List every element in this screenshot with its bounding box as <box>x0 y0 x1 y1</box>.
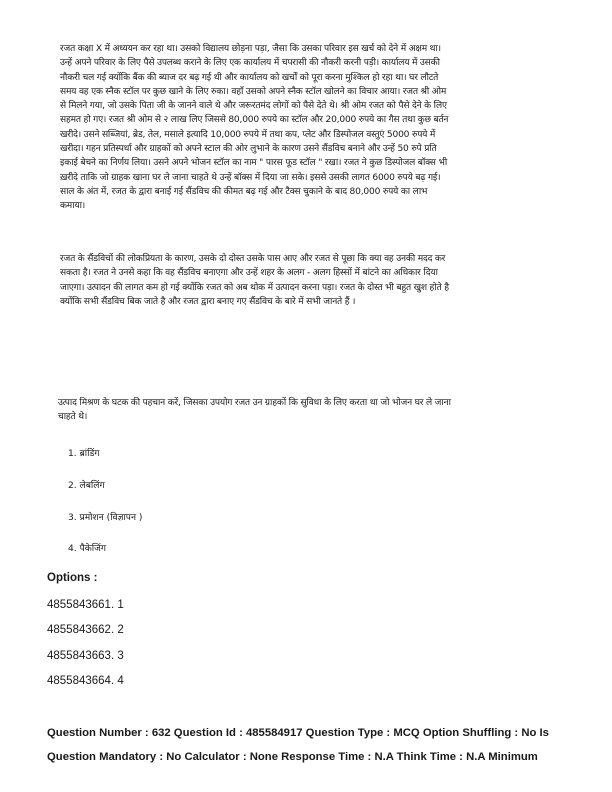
options-heading: Options : <box>47 572 98 584</box>
option-2: 4855843662. 2 <box>47 624 124 636</box>
choice-2: 2. लेबलिंग <box>68 481 105 491</box>
option-1: 4855843661. 1 <box>47 599 124 611</box>
question-text: उत्पाद मिश्रण के घटक की पहचान करें, जिसका उपयोग रजत उन ग्राहकों कि सुविधा के लिए करता था जो भोजन घर ले जाना चाहते थे। <box>58 398 451 423</box>
choice-3: 3. प्रमोशन (विज्ञापन ) <box>68 513 143 523</box>
question-meta-line-2: Question Mandatory : No Calculator : None Response Time : N.A Think Time : N.A Minimum <box>47 751 538 763</box>
choice-4: 4. पैकेजिंग <box>68 544 106 554</box>
passage-text-2: रजत के सैंडविचों की लोकप्रियता के कारण, उसके दो दोस्त उसके पास आए और रजत से पूछा कि क्या वह उनकी मदद कर सकता है। रजत ने उनसे कहा कि वह सैंडविच बनाएगा और उन्हें शहर के अलग - अलग हिस्सों में बांटने का अधिकार दिया जाएगा। उत्पादन की लागत कम हो गई क्योंकि रजत को अब थोक में उत्पादन करना पड़ा। रजत के दोस्त भी बहुत खुश होते है क्योंकि सभी सैंडविच बिक जाते है और रजत द्वारा बनाए गए सैंडविच के बारे में सभी जानते हैं । <box>60 254 449 307</box>
option-4: 4855843664. 4 <box>47 675 124 687</box>
passage-paragraph-2 <box>60 252 452 309</box>
passage-paragraph-1 <box>60 42 452 214</box>
question-meta-line-1: Question Number : 632 Question Id : 485584917 Question Type : MCQ Option Shuffling : No Is <box>47 727 549 739</box>
option-3: 4855843663. 3 <box>47 650 124 662</box>
choice-1: 1. ब्रांडिंग <box>68 449 100 459</box>
passage-text-1: रजत कक्षा X में अध्ययन कर रहा था। उसको विद्यालय छोड़ना पड़ा, जैसा कि उसका परिवार इस खर्च को देने में अक्षम था। उन्हें अपने परिवार के लिए पैसे उपलब्ध कराने के लिए एक कार्यालय में चपरासी की नौकरी करनी पड़ी। कार्यालय में उसकी नौकरी चल गई क्योंकि बैंक की ब्याज दर बढ़ गई थी और कार्यालय को खर्चों को पूरा करना मुश्किल हो रहा था। घर लौटते समय वह एक स्नैक स्टॉल पर कुछ खाने के लिए रुका। वहाँ उसको अपने स्नैक स्टॉल खोलने का विचार आया। रजत श्री ओम से मिलने गया, जो उसके पिता जी के जानने वाले थे और जरूरतमंद लोगों को पैसे देते थे। श्री ओम रजत को पैसे देने के लिए सहमत हो गए। रजत श्री ओम से २ लाख लिए जिससे 80,000 रुपये का स्टॉल और 20,000 रुपये का गैस तथा कुछ बर्तन खरीदे। उसने सब्जियां, ब्रेड, तेल, मसाले इत्यादि 10,000 रुपये में तथा कप, प्लेट और डिस्पोजल वस्तुएं 5000 रुपये में खरीदा। गहन प्रतिस्पर्धा और ग्राहकों को अपने स्टाल की ओर लुभाने के कारण उसने सैंडविच बनाने और उन्हें 50 रुपे प्रति इकाई बेचने का निर्णय लिया। उसने अपने भोजन स्टॉल का नाम " पारस फूड स्टॉल " रखा। रजत ने कुछ डिस्पोजल बॉक्स भी ख़रीदे ताकि जो ग्राहक खाना घर ले जाना चाहते थे उन्हें बॉक्स में दिया जा सके। इससे उसकी लागत 6000 रुपये बढ़ गई। साल के अंत में, रजत के द्वारा बनाई गई सैंडविच की कीमत बढ़ गई और टैक्स चुकाने के बाद 80,000 रुपये का लाभ कमाया। <box>60 44 449 212</box>
